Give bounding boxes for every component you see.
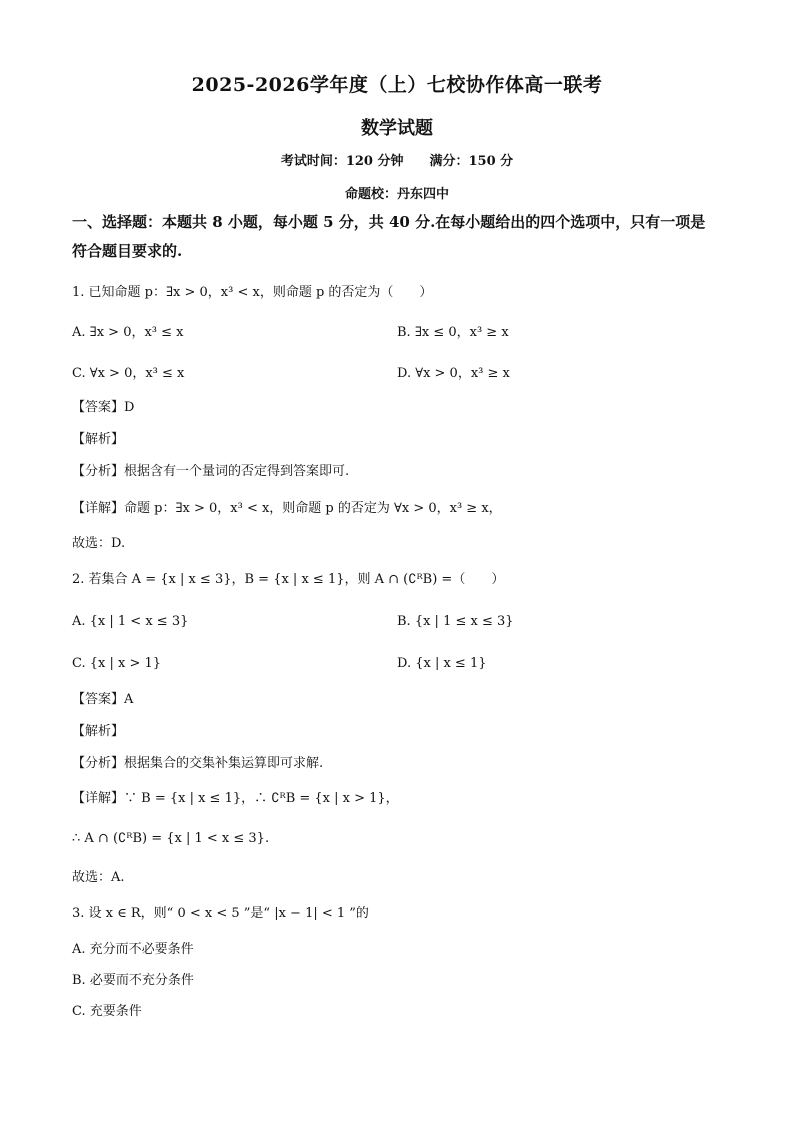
q1-analysis: 【分析】根据含有一个量词的否定得到答案即可. (72, 464, 350, 479)
q2-analysis-label: 【解析】 (72, 724, 125, 739)
q3-option-c: C. 充要条件 (72, 1004, 142, 1019)
q2-analysis: 【分析】根据集合的交集补集运算即可求解. (72, 756, 324, 771)
q1-detail: 【详解】命题 p：∃x > 0，x³ < x，则命题 p 的否定为 ∀x > 0，x³ ≥ x， (72, 501, 502, 516)
q2-detail-2: ∴ A ∩ (∁ᴿB) = {x | 1 < x ≤ 3}. (72, 831, 270, 846)
exam-title: 2025-2026学年度（上）七校协作体高一联考 (191, 74, 603, 96)
exam-subject: 数学试题 (361, 118, 433, 139)
q3-option-a: A. 充分而不必要条件 (72, 942, 194, 957)
exam-info: 考试时间：120 分钟 满分：150 分 (280, 154, 514, 169)
q2-detail-1: 【详解】∵ B = {x | x ≤ 1}，∴ ∁ᴿB = {x | x > 1}， (72, 791, 399, 806)
section-heading-line2: 符合题目要求的. (72, 242, 183, 260)
q1-option-b: B. ∃x ≤ 0，x³ ≥ x (397, 325, 509, 340)
q2-answer: 【答案】A (72, 692, 134, 707)
q1-answer: 【答案】D (72, 400, 135, 415)
q1-option-d: D. ∀x > 0，x³ ≥ x (397, 366, 510, 381)
q2-choice: 故选：A. (72, 870, 125, 885)
q3-option-b: B. 必要而不充分条件 (72, 973, 194, 988)
q2-option-a: A. {x | 1 < x ≤ 3} (72, 614, 189, 629)
q2-stem: 2. 若集合 A = {x | x ≤ 3}，B = {x | x ≤ 1}，则 A ∩ (∁ᴿB) =（ ） (72, 572, 505, 587)
q2-option-b: B. {x | 1 ≤ x ≤ 3} (397, 614, 514, 629)
q1-analysis-label: 【解析】 (72, 432, 125, 447)
q1-choice: 故选：D. (72, 536, 126, 551)
q1-option-c: C. ∀x > 0，x³ ≤ x (72, 366, 185, 381)
q2-option-d: D. {x | x ≤ 1} (397, 656, 487, 671)
q3-stem: 3. 设 x ∈ R，则“ 0 < x < 5 ”是“ |x − 1| < 1 ”的 (72, 906, 369, 921)
q1-stem: 1. 已知命题 p：∃x > 0，x³ < x，则命题 p 的否定为（ ） (72, 285, 433, 300)
q1-option-a: A. ∃x > 0，x³ ≤ x (72, 325, 184, 340)
section-heading-line1: 一、选择题：本题共 8 小题，每小题 5 分，共 40 分.在每小题给出的四个选项中，只有一项是 (72, 213, 706, 231)
q2-option-c: C. {x | x > 1} (72, 656, 162, 671)
exam-school: 命题校：丹东四中 (344, 187, 449, 202)
